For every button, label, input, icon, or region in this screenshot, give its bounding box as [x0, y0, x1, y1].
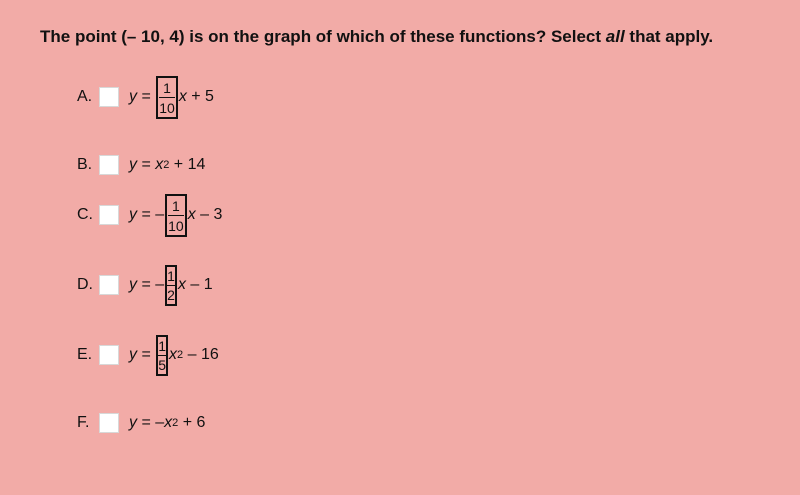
option-f-equals: = –	[137, 414, 165, 431]
option-e-checkbox[interactable]	[99, 345, 119, 365]
option-e-lhs: y	[129, 346, 137, 363]
option-f	[77, 408, 205, 438]
option-d-numerator: 1	[167, 267, 175, 284]
option-c-sign: –	[155, 206, 165, 223]
option-a-lhs: y	[129, 88, 137, 105]
option-c-var: x	[187, 206, 196, 223]
option-d	[77, 267, 213, 303]
option-e-denominator: 5	[158, 356, 167, 373]
option-c-lhs: y	[129, 206, 137, 223]
option-c-equals: =	[137, 206, 156, 223]
option-b-equals: =	[137, 156, 156, 173]
option-c-equation	[129, 194, 222, 237]
option-e-var: x	[169, 346, 178, 363]
option-f-var: x	[164, 414, 173, 431]
option-d-var: x	[177, 276, 186, 293]
option-d-tail: – 1	[185, 276, 213, 293]
option-e-numerator: 1	[158, 337, 167, 354]
option-b-letter: B.	[77, 156, 93, 173]
question-title	[40, 27, 713, 47]
option-a-equals: =	[137, 88, 156, 105]
option-f-tail: + 6	[178, 414, 206, 431]
question-prefix: The point (– 10, 4) is on the graph of which of these functions? Select	[40, 27, 606, 46]
option-a-equation	[129, 76, 214, 119]
option-b	[77, 150, 205, 180]
option-d-sign: –	[155, 276, 165, 293]
option-d-denominator: 2	[167, 286, 175, 303]
option-a-var: x	[178, 88, 187, 105]
option-a-fraction	[156, 76, 178, 119]
option-b-checkbox[interactable]	[99, 155, 119, 175]
option-f-equation: y = – x 2 + 6	[129, 414, 206, 431]
option-e-equation: y = $\frac{1}{5}$ x 2 – 16	[129, 335, 219, 376]
option-e	[77, 337, 219, 373]
option-f-checkbox[interactable]	[99, 413, 119, 433]
option-d-checkbox[interactable]	[99, 275, 119, 295]
option-d-fraction	[165, 265, 177, 306]
option-f-lhs: y	[129, 414, 137, 431]
option-c-denominator: 10	[168, 217, 184, 234]
option-a-letter: A.	[77, 88, 93, 105]
option-d-lhs: y	[129, 276, 137, 293]
question-emphasis: all	[605, 27, 625, 46]
option-d-equals: =	[137, 276, 156, 293]
option-b-equation: y = x 2 + 14	[129, 156, 206, 173]
option-e-letter: E.	[77, 346, 93, 363]
option-c	[77, 197, 223, 234]
option-e-tail: – 16	[183, 346, 219, 363]
option-b-lhs: y	[129, 156, 137, 173]
option-c-fraction	[165, 194, 187, 237]
option-d-equation	[129, 265, 213, 306]
option-e-equals: =	[137, 346, 156, 363]
option-a-denominator: 10	[159, 99, 175, 116]
option-d-letter: D.	[77, 276, 93, 293]
option-a-numerator: 1	[163, 79, 171, 96]
option-b-tail: + 14	[169, 156, 206, 173]
option-c-tail: – 3	[195, 206, 223, 223]
option-c-letter: C.	[77, 206, 93, 223]
option-f-letter: F.	[77, 414, 90, 431]
option-a-checkbox[interactable]	[99, 87, 119, 107]
option-e-fraction	[156, 335, 168, 376]
option-b-var: x	[155, 156, 164, 173]
question-suffix: that apply.	[624, 27, 714, 46]
option-a-tail: + 5	[186, 88, 214, 105]
option-a	[77, 79, 214, 116]
option-c-numerator: 1	[172, 197, 180, 214]
option-c-checkbox[interactable]	[99, 205, 119, 225]
